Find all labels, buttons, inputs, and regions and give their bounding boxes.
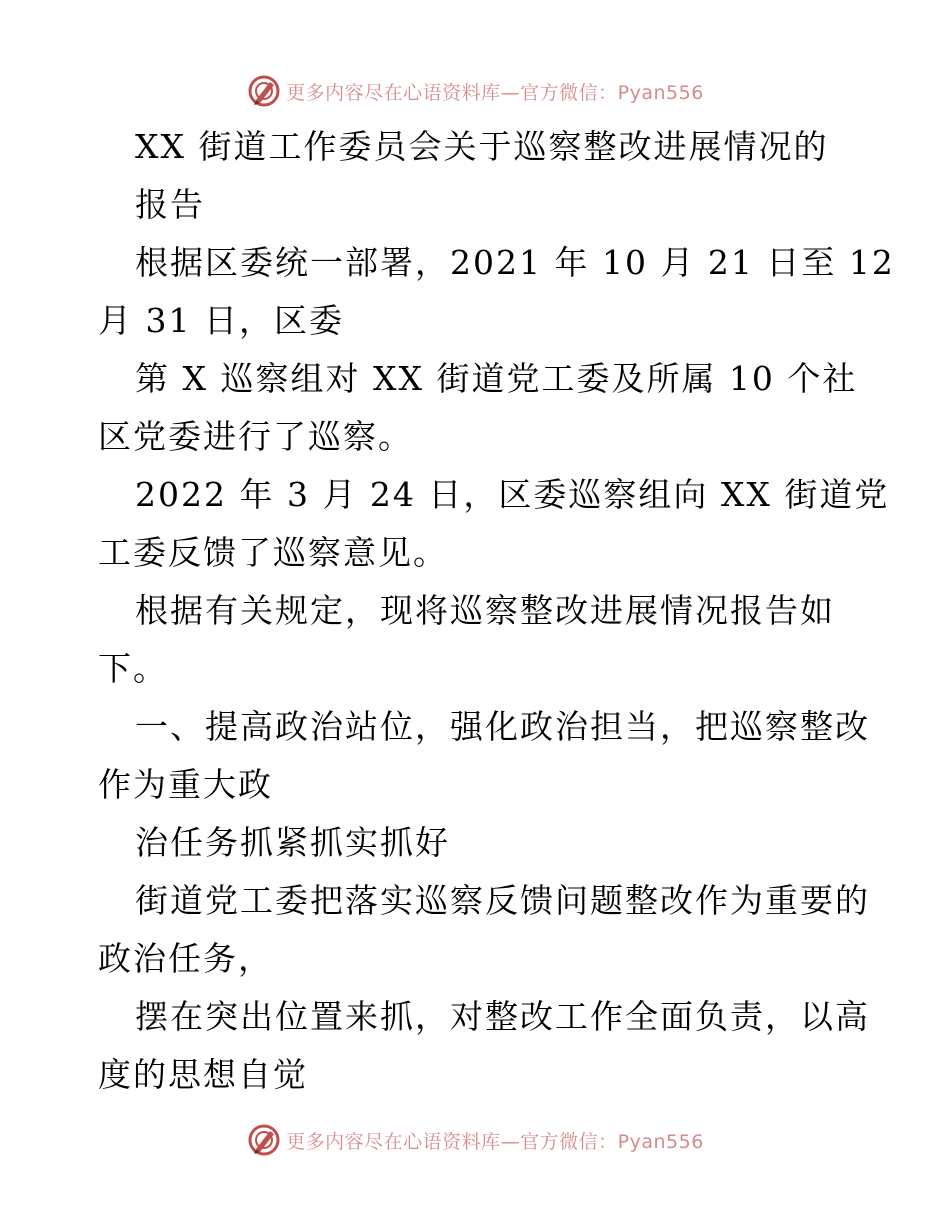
text-line: 摆在突出位置来抓，对整改工作全面负责，以高 [135, 997, 870, 1036]
pen-logo-icon [246, 1122, 282, 1158]
text-line: 根据有关规定，现将巡察整改进展情况报告如 [135, 591, 835, 630]
pen-logo-icon [246, 73, 282, 109]
text-line: 度的思想自觉 [98, 1055, 308, 1094]
text-line: 政治任务， [98, 939, 273, 978]
text-line: 2022 年 3 月 24 日，区委巡察组向 XX 街道党 [135, 475, 890, 514]
text-line: 治任务抓紧抓实抓好 [135, 823, 450, 862]
text-line: 作为重大政 [98, 765, 273, 804]
text-line: 月 31 日，区委 [98, 301, 344, 340]
text-line: 一、提高政治站位，强化政治担当，把巡察整改 [135, 707, 870, 746]
text-line: 根据区委统一部署，2021 年 10 月 21 日至 12 [135, 243, 895, 282]
text-line: XX 街道工作委员会关于巡察整改进展情况的 [135, 127, 829, 166]
text-line: 下。 [98, 649, 168, 688]
text-line: 工委反馈了巡察意见。 [98, 533, 448, 572]
watermark-text: 更多内容尽在心语资料库—官方微信：Pyan556 [286, 1130, 704, 1153]
text-line: 报告 [135, 185, 205, 224]
footer-watermark [0, 1120, 950, 1160]
text-line: 区党委进行了巡察。 [98, 417, 413, 456]
header-watermark [0, 71, 950, 111]
watermark-text: 更多内容尽在心语资料库—官方微信：Pyan556 [286, 81, 704, 104]
text-line: 街道党工委把落实巡察反馈问题整改作为重要的 [135, 881, 870, 920]
text-line: 第 X 巡察组对 XX 街道党工委及所属 10 个社 [135, 359, 858, 398]
